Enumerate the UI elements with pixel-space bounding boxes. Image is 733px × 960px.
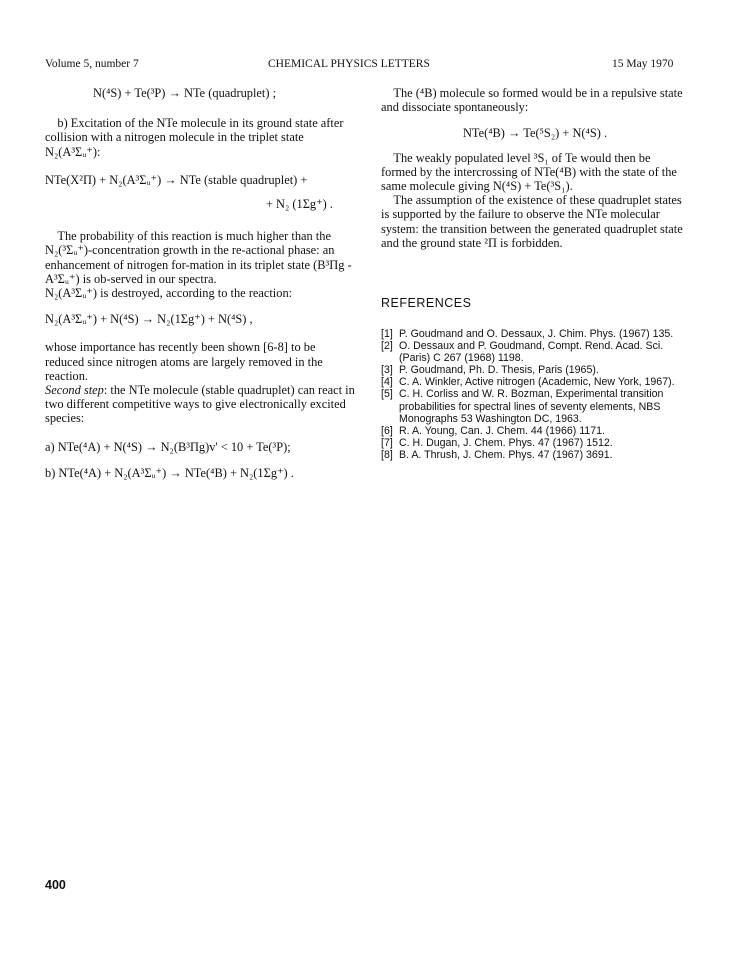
issue-date: 15 May 1970 <box>612 58 674 70</box>
reference-text: R. A. Young, Can. J. Chem. 44 (1966) 1171. <box>399 424 605 437</box>
reference-item <box>381 388 695 424</box>
page-number: 400 <box>45 878 66 892</box>
reference-number: [3] <box>381 364 393 377</box>
reference-text: C. H. Dugan, J. Chem. Phys. 47 (1967) 1512. <box>399 436 613 449</box>
right-column <box>381 86 689 250</box>
journal-title: CHEMICAL PHYSICS LETTERS <box>268 58 430 70</box>
equation: NTe(X²Π) + N₂(A³Σᵤ⁺) → NTe (stable quadruplet) + <box>45 172 308 187</box>
paragraph <box>45 383 357 426</box>
reference-text: O. Dessaux and P. Goudmand, Compt. Rend. Acad. Sci. (Paris) C 267 (1968) 1198. <box>399 340 664 365</box>
reference-number: [2] <box>381 340 393 353</box>
reference-number: [7] <box>381 436 393 449</box>
reference-text: P. Goudmand, Ph. D. Thesis, Paris (1965). <box>399 364 599 377</box>
reference-number: [8] <box>381 448 393 461</box>
paragraph: N₂(A³Σᵤ⁺) is destroyed, according to the reaction: <box>45 286 293 301</box>
reference-item <box>381 425 695 437</box>
reference-item <box>381 340 695 364</box>
reference-item <box>381 376 695 388</box>
reference-item <box>381 449 695 461</box>
paragraph: The (⁴B) molecule so formed would be in a repulsive state and dissociate spontaneously: <box>381 86 686 115</box>
references-heading: REFERENCES <box>381 296 472 310</box>
equation: N(⁴S) + Te(³P) → NTe (quadruplet) ; <box>93 86 277 100</box>
equation: NTe(⁴B) → Te(⁵S₂) + N(⁴S) . <box>462 126 608 141</box>
reference-number: [5] <box>381 388 393 401</box>
paragraph: The assumption of the existence of these quadruplet states is supported by the failure to observe the NTe molecular system: the transition between the generated quadruplet state and the ground state ²Π is forbidden. <box>381 193 686 250</box>
reference-number: [6] <box>381 424 393 437</box>
paragraph: whose importance has recently been shown [6-8] to be reduced since nitrogen atoms are largely removed in the reaction. <box>45 340 323 383</box>
reference-item <box>381 437 695 449</box>
reference-text: C. A. Winkler, Active nitrogen (Academic, New York, 1967). <box>399 376 675 389</box>
left-column <box>45 86 357 480</box>
equation: N₂(A³Σᵤ⁺) + N(⁴S) → N₂(1Σg⁺) + N(⁴S) , <box>45 312 253 327</box>
paragraph: The weakly populated level ³S₁ of Te would then be formed by the intercrossing of NTe(⁴B) with the state of the same molecule giving N(⁴S) + Te(³S₁). <box>381 150 681 194</box>
equation: + N₂ (1Σg⁺) . <box>265 197 333 212</box>
reference-number: [1] <box>381 328 393 340</box>
italic-lead: Second step <box>45 383 104 398</box>
reference-item <box>381 328 695 340</box>
reference-item <box>381 364 695 376</box>
paragraph: b) Excitation of the NTe molecule in its ground state after collision with a nitrogen molecule in the triplet state N₂(A³Σᵤ⁺): <box>45 116 347 159</box>
reference-number: [4] <box>381 376 393 389</box>
volume-label: Volume 5, number 7 <box>45 58 139 70</box>
reference-text: B. A. Thrush, J. Chem. Phys. 47 (1967) 3691. <box>399 448 613 461</box>
reference-text: C. H. Corliss and W. R. Bozman, Experimental transition probabilities for spectral lines of seventy elements, NBS Monographs 53 Washington DC, 1963. <box>399 388 664 425</box>
references-list <box>381 328 695 461</box>
paragraph-text: : the NTe molecule (stable quadruplet) can react in two different competitive ways to give electronically excited species: <box>45 383 355 426</box>
equation: b) NTe(⁴A) + N₂(A³Σᵤ⁺) → NTe(⁴B) + N₂(1Σg⁺) . <box>45 465 294 480</box>
reference-text: P. Goudmand and O. Dessaux, J. Chim. Phys. (1967) 135. <box>399 328 674 340</box>
equation: a) NTe(⁴A) + N(⁴S) → N₂(B³Πg)v' < 10 + Te(³P); <box>45 439 291 454</box>
paragraph: The probability of this reaction is much higher than the N₂(³Σᵤ⁺)-concentration growth in the re-actional phase: an enhancement of nitrogen for-mation in its triplet state (B³Πg - A³Σᵤ⁺) is ob-served in our spectra. <box>45 229 355 286</box>
